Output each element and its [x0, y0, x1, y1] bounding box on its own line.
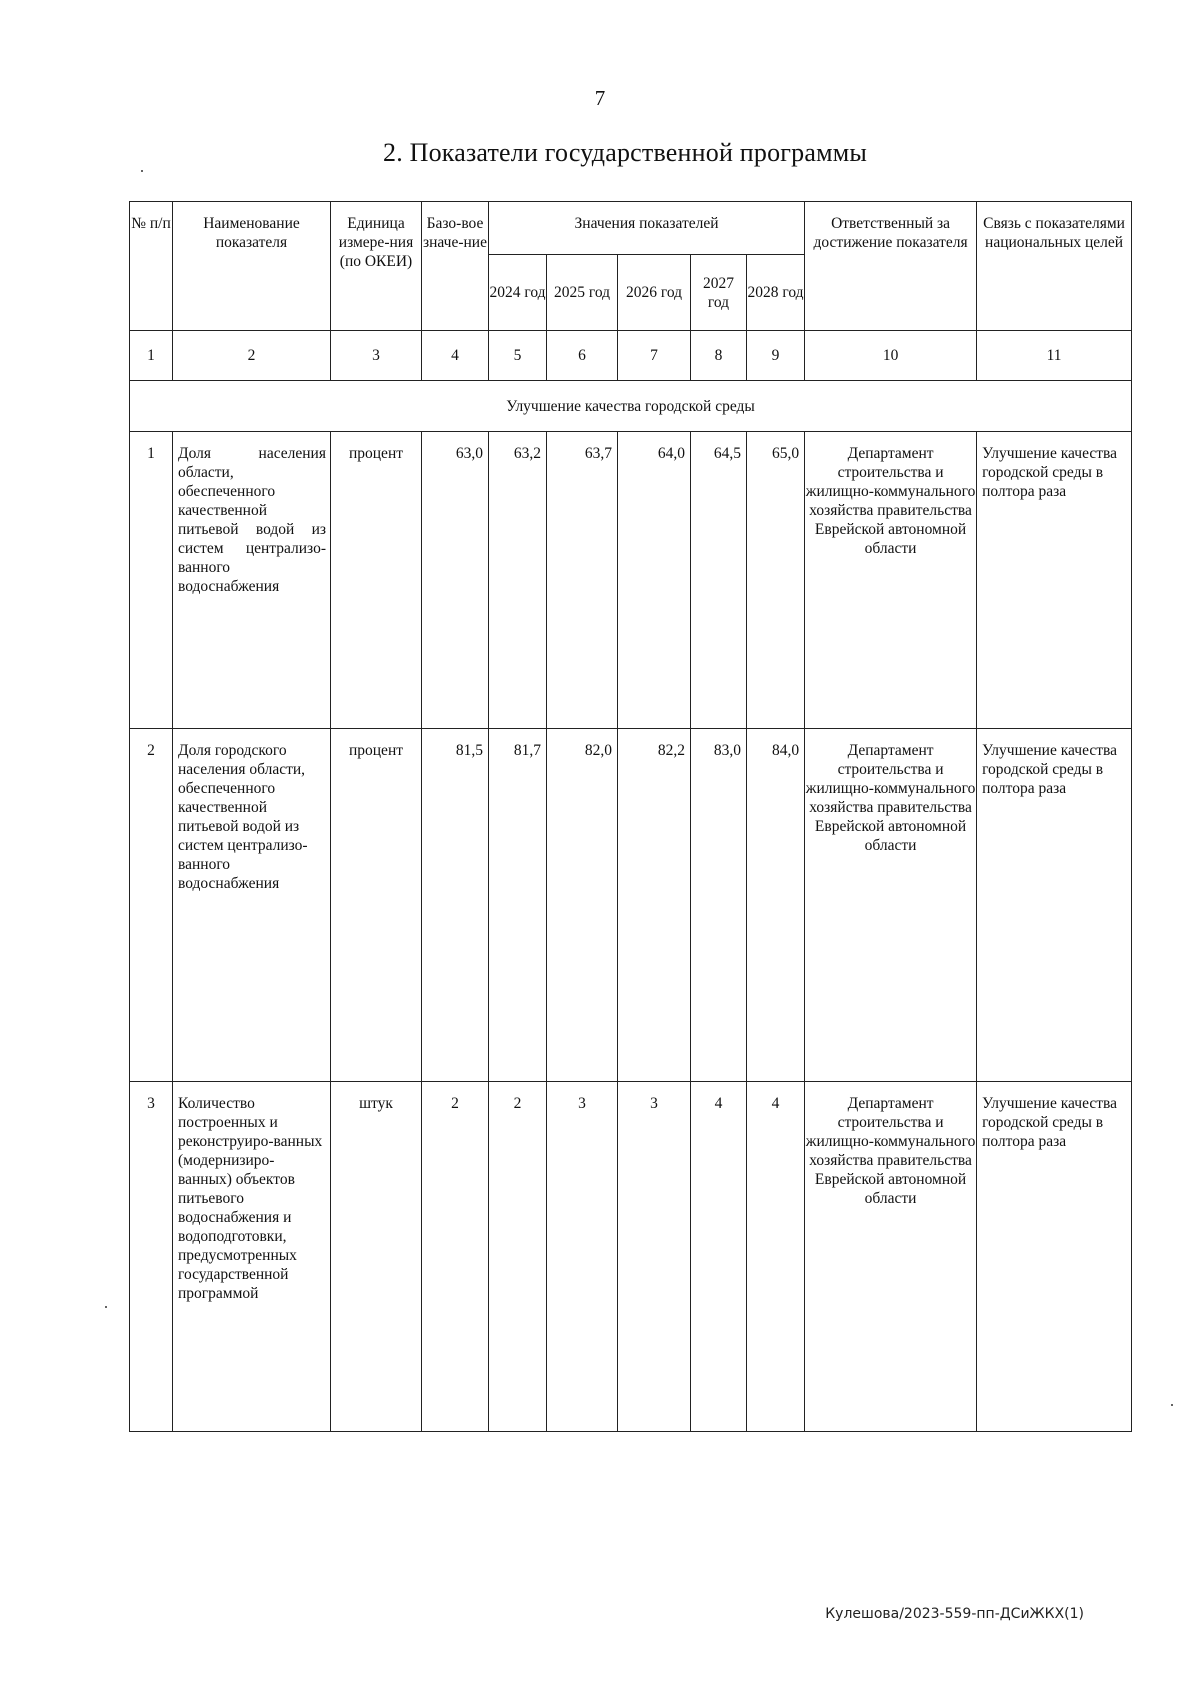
unit-cell: процент [331, 729, 422, 1082]
link-cell: Улучшение качества городской среды в полтора раза [977, 729, 1132, 1082]
header-values-group: Значения показателей [489, 202, 805, 255]
row-num: 1 [130, 432, 173, 729]
year-value: 82,2 [618, 729, 691, 1082]
header-year: 2028 год [747, 255, 805, 331]
year-value: 4 [691, 1082, 747, 1432]
year-value: 64,0 [618, 432, 691, 729]
header-year: 2025 год [547, 255, 618, 331]
year-value: 84,0 [747, 729, 805, 1082]
header-base: Базо-вое значе-ние [422, 202, 489, 331]
header-name: Наименование показателя [173, 202, 331, 331]
header-year: 2026 год [618, 255, 691, 331]
base-value: 63,0 [422, 432, 489, 729]
base-value: 81,5 [422, 729, 489, 1082]
responsible-cell: Департамент строительства и жилищно-коммунального хозяйства правительства Еврейской автономной области [805, 432, 977, 729]
year-value: 3 [547, 1082, 618, 1432]
header-unit: Единица измере-ния (по ОКЕИ) [331, 202, 422, 331]
year-value: 2 [489, 1082, 547, 1432]
scan-speck [105, 1306, 107, 1308]
year-value: 81,7 [489, 729, 547, 1082]
indicators-table [129, 201, 1132, 1432]
year-value: 83,0 [691, 729, 747, 1082]
header-year: 2024 год [489, 255, 547, 331]
header-link: Связь с показателями национальных целей [977, 202, 1132, 331]
indicator-name: Количество построенных и реконструиро-ванных (модернизиро-ванных) объектов питьевого водоснабжения и водоподготовки, предусмотренных государственной программой [173, 1082, 331, 1432]
document-code: Кулешова/2023-559-пп-ДСиЖКХ(1) [825, 1606, 1084, 1622]
year-value: 82,0 [547, 729, 618, 1082]
column-number: 6 [547, 331, 618, 381]
header-row [130, 202, 1132, 255]
column-number: 11 [977, 331, 1132, 381]
column-number: 2 [173, 331, 331, 381]
scan-speck [141, 170, 143, 172]
responsible-cell: Департамент строительства и жилищно-коммунального хозяйства правительства Еврейской автономной области [805, 1082, 977, 1432]
year-value: 65,0 [747, 432, 805, 729]
table-row [130, 1082, 1132, 1432]
column-number: 5 [489, 331, 547, 381]
column-number: 1 [130, 331, 173, 381]
year-value: 63,7 [547, 432, 618, 729]
column-number: 7 [618, 331, 691, 381]
row-num: 3 [130, 1082, 173, 1432]
section-row [130, 381, 1132, 432]
scan-speck [1171, 1404, 1173, 1406]
header-year: 2027 год [691, 255, 747, 331]
year-value: 63,2 [489, 432, 547, 729]
year-value: 64,5 [691, 432, 747, 729]
indicator-name: Доля населения области, обеспеченного качественной питьевой водой из систем централизо-ванного водоснабжения [173, 432, 331, 729]
responsible-cell: Департамент строительства и жилищно-коммунального хозяйства правительства Еврейской автономной области [805, 729, 977, 1082]
column-number: 8 [691, 331, 747, 381]
header-responsible: Ответственный за достижение показателя [805, 202, 977, 331]
column-number: 4 [422, 331, 489, 381]
year-value: 3 [618, 1082, 691, 1432]
year-value: 4 [747, 1082, 805, 1432]
column-numbers-row [130, 331, 1132, 381]
column-number: 3 [331, 331, 422, 381]
header-num: № п/п [130, 202, 173, 331]
column-number: 10 [805, 331, 977, 381]
column-number: 9 [747, 331, 805, 381]
base-value: 2 [422, 1082, 489, 1432]
link-cell: Улучшение качества городской среды в полтора раза [977, 1082, 1132, 1432]
page-title: 2. Показатели государственной программы [383, 138, 868, 167]
page-number: 7 [594, 86, 606, 110]
section-title: Улучшение качества городской среды [130, 381, 1132, 432]
table-row [130, 432, 1132, 729]
unit-cell: штук [331, 1082, 422, 1432]
link-cell: Улучшение качества городской среды в полтора раза [977, 432, 1132, 729]
indicator-name: Доля городского населения области, обеспеченного качественной питьевой водой из систем централизо-ванного водоснабжения [173, 729, 331, 1082]
unit-cell: процент [331, 432, 422, 729]
row-num: 2 [130, 729, 173, 1082]
table-row [130, 729, 1132, 1082]
